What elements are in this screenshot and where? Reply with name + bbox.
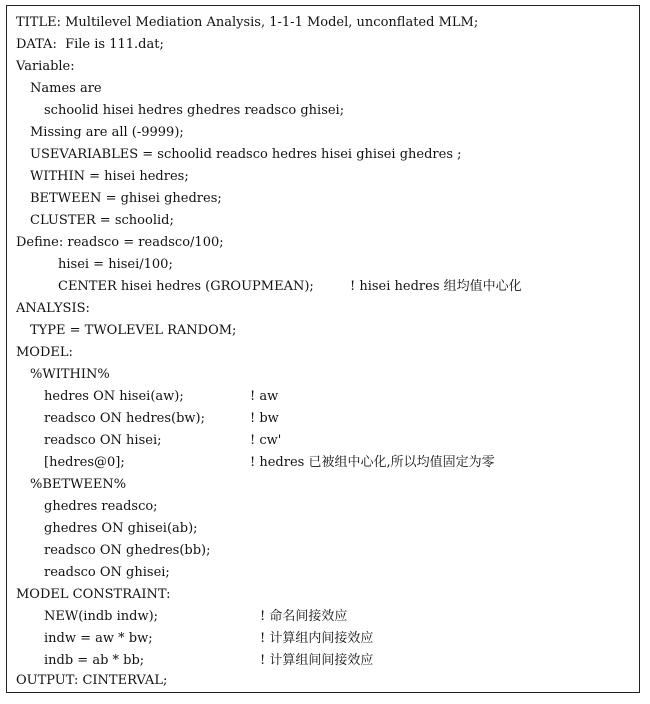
code-line [30,322,236,340]
code-line [16,344,73,362]
code-line [30,190,222,208]
code-text: ANALYSIS: [16,301,90,316]
code-text: hedres ON hisei(aw); [44,389,184,404]
code-comment: ! hisei hedres 组均值中心化 [350,279,522,294]
code-line [16,234,224,252]
code-text: Missing are all (-9999); [30,125,184,140]
code-line [16,36,164,54]
code-text: MODEL: [16,345,73,360]
code-line [44,630,374,648]
code-line [44,410,279,428]
code-text: indb = ab * bb; [44,653,145,668]
code-text: Define: readsco = readsco/100; [16,235,224,250]
code-line [58,278,522,296]
code-line [44,520,198,538]
code-line [30,80,102,98]
code-line [44,498,158,516]
code-text: schoolid hisei hedres ghedres readsco ghisei; [44,103,345,118]
code-text: OUTPUT: CINTERVAL; [16,673,168,688]
code-line [16,58,75,76]
code-text: NEW(indb indw); [44,609,159,624]
code-line [44,542,211,560]
code-line [30,168,189,186]
code-text: hisei = hisei/100; [58,257,173,272]
code-text: DATA: File is 111.dat; [16,37,164,52]
code-text: CLUSTER = schoolid; [30,213,174,228]
code-text: indw = aw * bw; [44,631,153,646]
code-text: %WITHIN% [30,367,110,382]
code-text: TYPE = TWOLEVEL RANDOM; [30,323,237,338]
code-line [16,672,167,690]
code-text: CENTER hisei hedres (GROUPMEAN); [58,279,314,294]
code-comment: ! hedres 已被组中心化,所以均值固定为零 [250,455,495,470]
code-line [30,146,462,164]
code-text: TITLE: Multilevel Mediation Analysis, 1-1-1 Model, unconflated MLM; [16,15,479,30]
code-text: %BETWEEN% [30,477,127,492]
code-text: readsco ON hedres(bw); [44,411,205,426]
code-line [44,432,282,450]
code-text: ghedres readsco; [44,499,158,514]
code-line [16,300,90,318]
code-text: MODEL CONSTRAINT: [16,587,171,602]
code-text: BETWEEN = ghisei ghedres; [30,191,222,206]
code-line [44,652,374,670]
code-comment: ! bw [250,411,279,426]
code-comment: ! aw [250,389,279,404]
code-line [30,476,126,494]
code-line [44,564,170,582]
code-text: readsco ON ghedres(bb); [44,543,211,558]
code-line [30,366,110,384]
code-text: WITHIN = hisei hedres; [30,169,189,184]
code-line [30,212,174,230]
code-text: ghedres ON ghisei(ab); [44,521,198,536]
code-line [30,124,184,142]
code-text: [hedres@0]; [44,455,125,470]
code-comment: ! 计算组内间接效应 [260,631,374,646]
code-text: Names are [30,81,102,96]
code-line [16,586,170,604]
code-comment: ! 计算组间间接效应 [260,653,374,668]
code-comment: ! 命名间接效应 [260,609,348,624]
code-line [44,102,344,120]
code-text: readsco ON hisei; [44,433,162,448]
code-text: USEVARIABLES = schoolid readsco hedres hisei ghisei ghedres ; [30,147,462,162]
code-line [16,14,478,32]
code-line [44,388,279,406]
code-line [44,454,495,472]
code-comment: ! cw' [250,433,282,448]
code-text: readsco ON ghisei; [44,565,170,580]
code-text: Variable: [16,59,75,74]
code-line [58,256,173,274]
code-line [44,608,348,626]
